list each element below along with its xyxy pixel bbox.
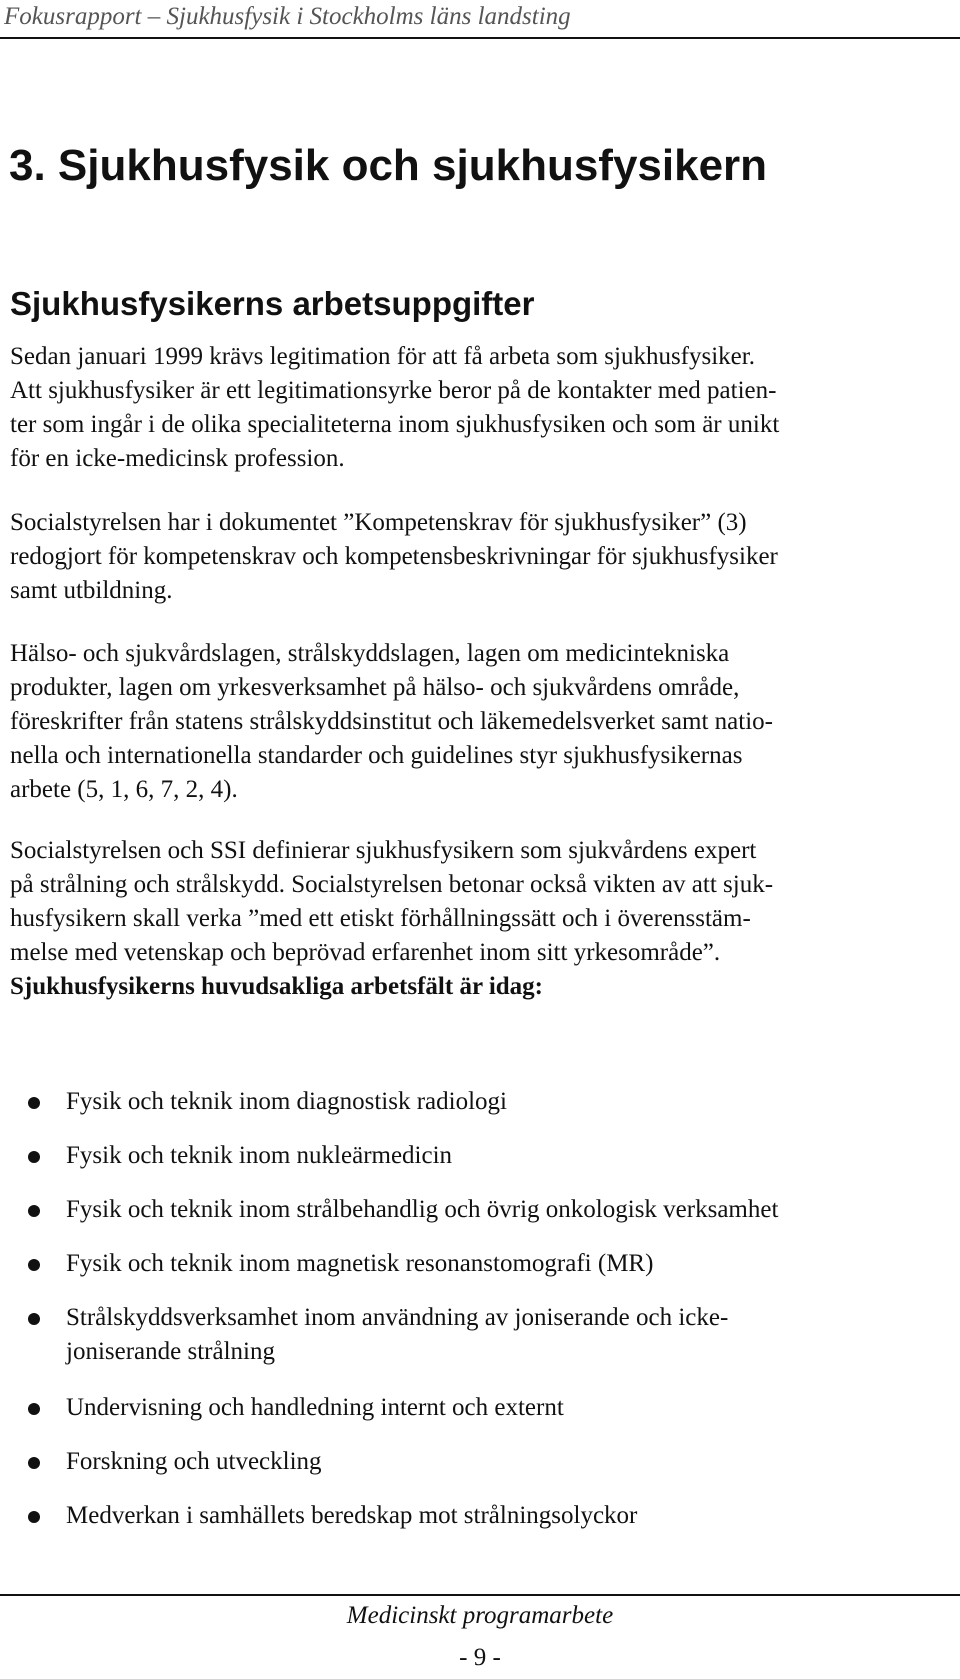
bullet-icon — [28, 1259, 40, 1271]
page-number: - 9 - — [459, 1644, 501, 1671]
list-item-line: Fysik och teknik inom strålbehandlig och övrig onkologisk verksamhet — [66, 1196, 779, 1223]
bullet-icon — [28, 1403, 40, 1415]
list-item-line: Medverkan i samhällets beredskap mot strålningsolyckor — [66, 1502, 638, 1529]
chapter-title: 3. Sjukhusfysik och sjukhusfysikern — [9, 141, 768, 190]
paragraph-line: Hälso- och sjukvårdslagen, strålskyddslagen, lagen om medicintekniska — [10, 640, 730, 667]
list-item-line: Fysik och teknik inom diagnostisk radiologi — [66, 1088, 507, 1115]
list-item-text — [66, 1391, 564, 1425]
paragraph-line: för en icke-medicinsk profession. — [10, 445, 345, 472]
list-item-line: Strålskyddsverksamhet inom användning av joniserande och icke- — [66, 1304, 729, 1331]
list-item-text — [66, 1247, 653, 1281]
bullet-icon — [28, 1457, 40, 1469]
running-header-title: Fokusrapport – Sjukhusfysik i Stockholms läns landsting — [4, 3, 571, 30]
paragraph-line: föreskrifter från statens strålskyddsinstitut och läkemedelsverket samt natio- — [10, 708, 773, 735]
list-item-line: Forskning och utveckling — [66, 1448, 322, 1475]
footer-program-name: Medicinskt programarbete — [346, 1602, 614, 1629]
work-areas-heading: Sjukhusfysikerns huvudsakliga arbetsfält är idag: — [10, 973, 544, 1000]
bullet-icon — [28, 1205, 40, 1217]
list-item-text — [66, 1139, 452, 1173]
paragraph-competence-requirements — [10, 506, 778, 608]
list-item-line: Undervisning och handledning internt och externt — [66, 1394, 564, 1421]
bullet-icon — [28, 1097, 40, 1109]
bullet-icon — [28, 1151, 40, 1163]
list-item-line: Fysik och teknik inom magnetisk resonanstomografi (MR) — [66, 1250, 654, 1277]
paragraph-line: ter som ingår i de olika specialiteterna inom sjukhusfysiken och som är unikt — [10, 411, 780, 438]
paragraph-line: husfysikern skall verka ”med ett etiskt förhållningssätt och i överensstäm- — [10, 905, 751, 932]
paragraph-line: produkter, lagen om yrkesverksamhet på hälso- och sjukvårdens område, — [10, 674, 740, 701]
paragraph-line: arbete (5, 1, 6, 7, 2, 4). — [10, 776, 238, 803]
paragraph-laws-and-regulations — [10, 637, 773, 807]
list-item-text — [66, 1499, 637, 1533]
paragraph-line: Socialstyrelsen har i dokumentet ”Kompetenskrav för sjukhusfysiker” (3) — [10, 509, 747, 536]
section-title: Sjukhusfysikerns arbetsuppgifter — [10, 285, 535, 322]
paragraph-line: redogjort för kompetenskrav och kompetensbeskrivningar för sjukhusfysiker — [10, 543, 778, 570]
paragraph-legitimation — [10, 340, 779, 476]
paragraph-line: Socialstyrelsen och SSI definierar sjukhusfysikern som sjukvårdens expert — [10, 837, 757, 864]
paragraph-line: nella och internationella standarder och guidelines styr sjukhusfysikernas — [10, 742, 743, 769]
list-item-line: Fysik och teknik inom nukleärmedicin — [66, 1142, 453, 1169]
running-header — [0, 0, 960, 39]
list-item-text — [66, 1193, 778, 1227]
paragraph-line: Sedan januari 1999 krävs legitimation för att få arbeta som sjukhusfysiker. — [10, 343, 755, 370]
list-item-text — [66, 1301, 728, 1369]
bullet-icon — [28, 1511, 40, 1523]
paragraph-line: på strålning och strålskydd. Socialstyrelsen betonar också vikten av att sjuk- — [10, 871, 774, 898]
list-item-text — [66, 1085, 507, 1119]
paragraph-line: Att sjukhusfysiker är ett legitimationsyrke beror på de kontakter med patien- — [10, 377, 777, 404]
footer-divider — [0, 1594, 960, 1596]
list-item-text — [66, 1445, 322, 1479]
paragraph-line: samt utbildning. — [10, 577, 173, 604]
bullet-icon — [28, 1313, 40, 1325]
list-item-line: joniserande strålning — [66, 1338, 275, 1365]
paragraph-expert-definition — [10, 834, 773, 1004]
paragraph-line: melse med vetenskap och beprövad erfarenhet inom sitt yrkesområde”. — [10, 939, 721, 966]
